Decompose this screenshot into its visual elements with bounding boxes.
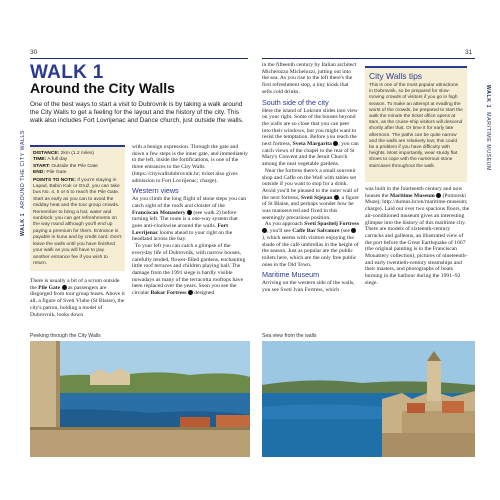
col2-text-6: designed [192,290,215,297]
col3-text-2: Here the island of Lokrum slides into view on your right. Some of the houses beyond the walls are so close that you can peer into their windows, but you might want to resist the temptation. Before you reach the next fortress, [262,107,358,148]
start-value: Outside the Pile Gate [51,163,98,169]
col1-text-2: as passengers are disgorged from tour group buses. Above it all, a figure of Sveti Vlaho (St Blaise), the city's patron, holding a model of Dubrovnik, looks down [30,284,125,318]
sveti-stjepan-name: Sveti Stjepan [300,194,333,201]
points-value: If you're staying in Lapad, Babin Kuk or Gruž, you can take bus No. 4, 5 or 6 to reach the Pile Gate. Start as early as you can to avoid the midday heat and the tour group crowds. Remember to bring a hat, water and sunblock: you can get refreshments on the way round although you'll end up paying a premium for them. Entrance is payable in kuna and by credit card. Don't leave the walls until you have finished your walk as you will have to pay another entrance fee if you wish to return. [33,177,122,266]
column-1-bottom [30,278,125,318]
fort-lovrijenac-name: Fort Lovrijenac [132,223,228,236]
col3-text-9: ), which seems with visitors enjoying the shade of the café umbrellas in the height of the season. Just as popular are the public toilets here, which are the only free public ones in the Old Town. [262,234,359,268]
city-walls-tips-box [365,66,467,182]
left-side-tab [20,130,26,236]
right-page-number: 31 [465,49,473,56]
sveta-margarita-name: Sveta Margarita [292,141,332,148]
coastline-image [30,341,250,457]
caffe-bar-salvatore-name: Caffe Bar Salvatore [292,228,340,235]
column-4 [365,186,470,287]
section-western-views: Western views [132,186,179,196]
col3-text-5: , a figure of St Blaise, and perhaps wonder how he was manoeuvred and fixed in this seemingly precarious position. [262,194,359,221]
time-label: TIME: [33,157,47,163]
section-maritime-museum: Maritime Museum [262,270,320,280]
end-value: Pile Gate [46,170,67,176]
end-label: END: [33,170,45,176]
right-photo-caption: Sea view from the walls [262,333,317,339]
col3-text-6: As you approach [264,221,305,228]
points-label: POINTS TO NOTE: [33,177,76,183]
col3-text-7: , you'll see [267,228,293,235]
column-2 [132,144,248,297]
map-marker-7-icon [351,228,356,233]
left-side-tab-sub: AROUND THE CITY WALLS [20,129,27,209]
col3-text-8: (see [339,228,352,235]
right-photo-sea-view [262,341,475,457]
col4-text-2: (Pomorski Muzej; http://dumus.hr/en/maritime-museum; charge). Laid out over two spacious floors, the air-conditioned museum gives an interesting glimpse into the history of this maritime city. There are models of sixteenth-century carracks and galleons, an illustrated view of the port before the Great Earthquake of 1667 (the original painting is in the Franciscan Monastery collection), pictures of nineteenth- and early twentieth-century steamships and their masters, and photographs of boats burning in the harbour during the 1991–92 siege. [365,192,470,286]
distance-value: 2km (1.2 miles) [60,151,95,156]
tips-text: This is one of the most popular attractions in Dubrovnik, so be prepared for slow-moving crowds of visitors if you go in high season. To make an attempt at evading the worst of the crowds, be prepared to start the walk the minute the ticket office opens at 8am, as the cruise-ship visitors will descend shortly after that. Or time it for early late afternoon. The paths can be quite narrow and the walls are relatively low; this could be a problem if you have difficulty with heights. Most importantly, wear sturdy flat shoes to cope with the numerous stone staircases throughout the walk. [369,83,463,169]
start-label: START: [33,163,51,169]
maritime-museum-name: Maritime Museum [389,192,435,199]
left-photo-caption: Peeking through the City Walls [30,333,101,339]
col3-text-4: Near the fortress there's a small souvenir shop and Caffe on the Wall with tables set outside if you want to stop for a drink. Avoid you'll be pleased to the outer wall of the next fortress, [262,167,359,201]
col4-text: was built in the fourteenth century and now houses the [365,186,463,199]
walk-title: Around the City Walls [30,80,175,96]
col2-text-3: (see walk 2) before turning left. The route is a one-way system that goes anti-clockwise around the walls. [132,209,238,230]
col3-text-3: , you can catch views of the chapel to the rear of St Mary's Convent and the Jesuit Church among the neat vegetable gardens. [262,141,359,168]
section-south-side: South side of the city [262,97,329,107]
right-side-tab-walk: WALK 1 [485,84,492,109]
distance-label: DISTANCE: [33,151,60,156]
col1-text: There is usually a bit of a scrum outside the [30,278,120,291]
end-row [33,170,122,176]
sea-view-image [262,341,475,457]
col2-text-2: As you climb the long flight of stone steps you can catch sight of the roofs and cloister of the [132,196,247,209]
time-value: A full day [47,157,68,163]
right-side-tab-sub: MARITIME MUSEUM [485,112,492,172]
left-page-number: 30 [30,49,38,56]
col2-text: with a benign expression. Through the gate and down a few steps is the inner gate, and immediately to the left, inside the fortifications, is one of the three entrances to the City Walls (https://citywallsdubrovnik.hr; ticket also gives admission to Fort Lovrijenac; charge). [132,144,248,184]
col3-text: in the fifteenth century by Italian architect Michelozzo Michelozzi, jutting out into the sea. As you rise to the left there's the first refreshment stop, a tiny kiosk that sells cold drinks. [262,62,357,95]
left-side-tab-walk: WALK 1 [20,212,27,237]
franciscan-monastery-name: Franciscan Monastery [132,209,186,216]
walk-info-box [30,145,125,271]
tips-heading: City Walls tips [369,71,423,81]
points-row [33,178,122,268]
right-side-tab [485,85,491,171]
pile-gate-name: Pile Gate [38,284,61,291]
col3-text-10: Arriving on the western side of the walls, you see Sveti Ivan Fortress, which [262,280,355,294]
left-photo-city-walls [30,341,250,457]
column-3 [262,62,359,294]
bokar-fortress-name: Bokar Fortress [150,290,187,297]
walk-number-title: WALK 1 [30,62,104,83]
col2-text-5: To your left you can catch a glimpse of the everyday life of Dubrovnik, with narrow houses, carefully tended, flower-filled gardens, enchanting little roof terraces and children playing ball. The damage from the 1991 siege is hardly visible nowadays as many of the terracotta rooftops have been replaced over the years. Soon you see the circular [132,243,246,297]
col2-text-4: looms ahead to your right on the headland across the bay. [132,229,233,243]
intro-paragraph: One of the best ways to start a visit to Dubrovnik is by taking a walk around the City Walls to get a feeling for the layout and the history of the city. This walk also includes Fort Lovrijenac and Dance church, just outside the walls. [30,101,244,125]
right-header-rule [262,58,475,59]
left-header-rule [30,58,248,59]
sveti-spasitelj-name: Sveti Spasitelj Fortress [304,221,360,228]
